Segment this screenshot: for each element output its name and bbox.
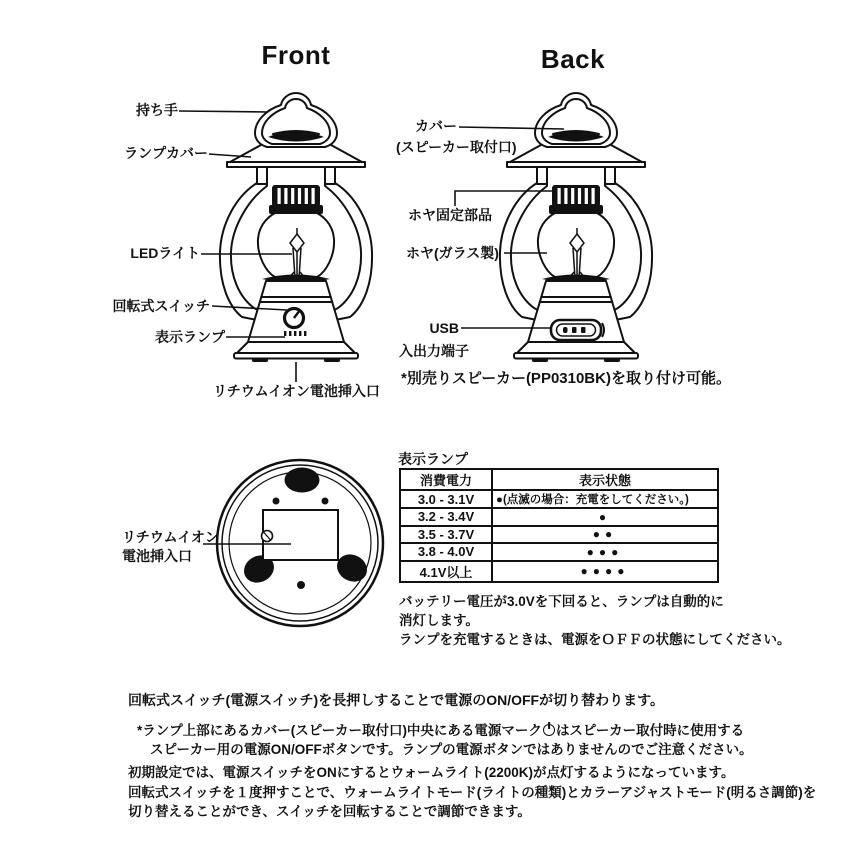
- label-battery-slot-bottom-line2: 電池挿入口: [122, 548, 192, 564]
- label-cover: カバー: [415, 118, 457, 134]
- power-cell: 3.5 - 3.7V: [400, 526, 492, 544]
- label-battery-slot-front: リチウムイオン電池挿入口: [213, 383, 380, 399]
- label-globe-fixing-part: ホヤ固定部品: [408, 207, 492, 223]
- back-heading: Back: [540, 44, 606, 74]
- speaker-button-note-line1: [137, 721, 744, 741]
- status-cell: ●: [492, 508, 718, 526]
- col-header-status: 表示状態: [492, 469, 718, 490]
- default-setting-line2: 回転式スイッチを１度押すことで、ウォームライトモード(ライトの種類)とカラーアジャストモード(明るさ調節)を: [128, 784, 817, 800]
- table-row: [400, 508, 718, 526]
- label-usb: USB: [429, 320, 459, 336]
- label-handle: 持ち手: [136, 102, 178, 118]
- table-row: [400, 490, 718, 508]
- table-header-row: [400, 469, 718, 490]
- battery-note-line3: ランプを充電するときは、電源をＯＦＦの状態にしてください。: [399, 632, 791, 647]
- status-cell: ●●●●: [492, 561, 718, 582]
- label-battery-slot-bottom: [122, 528, 219, 566]
- speaker-button-note-line2: スピーカー用の電源ON/OFFボタンです。ランプの電源ボタンではありませんのでご注意ください。: [150, 742, 753, 757]
- label-rotary-switch: 回転式スイッチ: [112, 298, 210, 314]
- power-cell: 4.1V以上: [400, 561, 492, 582]
- speaker-note-post: はスピーカー取付時に使用する: [555, 723, 745, 738]
- table-row: [400, 526, 718, 544]
- label-battery-slot-bottom-line1: リチウムイオン: [122, 529, 219, 545]
- power-cell: 3.8 - 4.0V: [400, 543, 492, 561]
- power-cell: 3.0 - 3.1V: [400, 490, 492, 508]
- speaker-note-pre: *ランプ上部にあるカバー(スピーカー取付口)中央にある電源マーク: [137, 723, 542, 738]
- label-globe-glass: ホヤ(ガラス製): [406, 245, 499, 261]
- power-icon: [543, 724, 555, 736]
- status-cell: ●(点滅の場合：充電をしてください。): [492, 490, 718, 508]
- col-header-power: 消費電力: [400, 469, 492, 490]
- indicator-table: [399, 468, 719, 583]
- default-setting-line3: 切り替えることができ、スイッチを回転することで調節できます。: [128, 804, 531, 819]
- default-setting-instruction: [128, 763, 816, 822]
- indicator-table-title: 表示ランプ: [398, 451, 468, 467]
- default-setting-line1: 初期設定では、電源スイッチをONにするとウォームライト(2200K)が点灯するようになっています。: [128, 765, 735, 780]
- label-lamp-cover: ランプカバー: [124, 145, 208, 161]
- front-heading: Front: [261, 40, 331, 70]
- label-indicator-lamp: 表示ランプ: [155, 329, 225, 345]
- battery-note: [399, 592, 791, 649]
- label-led-light: LEDライト: [130, 245, 200, 261]
- battery-note-line2: 消灯します。: [399, 613, 479, 628]
- status-cell: ●●: [492, 526, 718, 544]
- battery-note-line1: バッテリー電圧が3.0Vを下回ると、ランプは自動的に: [399, 594, 724, 609]
- power-switch-instruction: 回転式スイッチ(電源スイッチ)を長押しすることで電源のON/OFFが切り替わります。: [128, 692, 664, 708]
- label-usb-sub: 入出力端子: [399, 343, 469, 359]
- status-cell: ●●●: [492, 543, 718, 561]
- power-cell: 3.2 - 3.4V: [400, 508, 492, 526]
- table-row: [400, 543, 718, 561]
- label-cover-sub: (スピーカー取付口): [396, 139, 517, 155]
- table-row: [400, 561, 718, 582]
- speaker-attachment-note: *別売りスピーカー(PP0310BK)を取り付け可能。: [401, 370, 731, 387]
